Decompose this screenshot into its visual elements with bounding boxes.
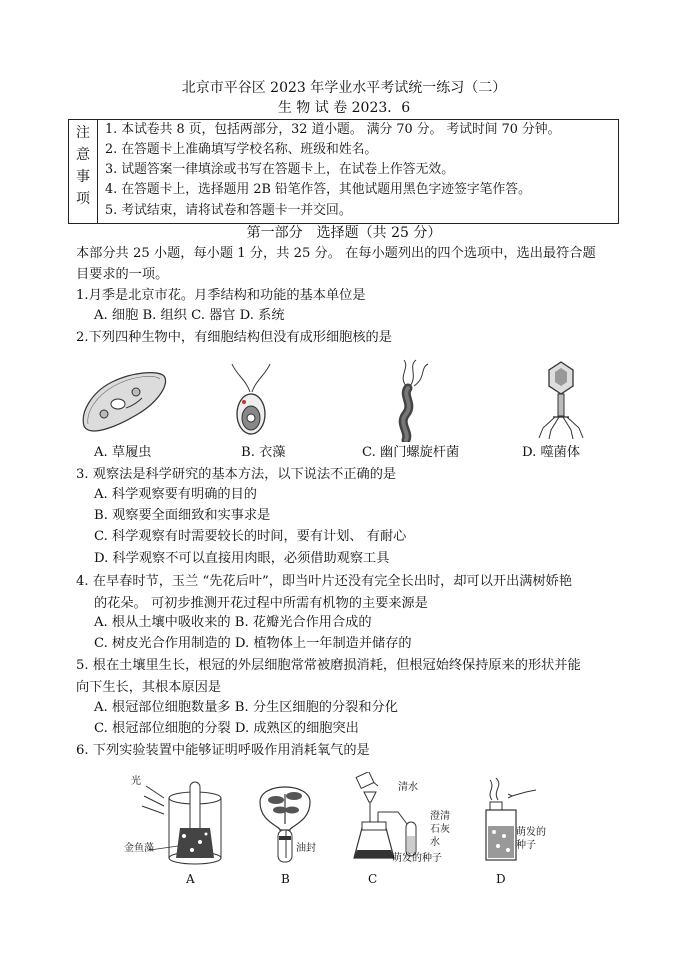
chlamydomonas-figure	[226, 362, 276, 440]
part1-intro-line1: 本部分共 25 小题，每小题 1 分，共 25 分。 在每小题列出的四个选项中，选出最符合题	[76, 246, 596, 261]
part1-heading: 第一部分 选择题（共 25 分）	[246, 225, 442, 241]
label-plant: 金鱼藻	[124, 843, 154, 854]
notice-char: 注	[76, 125, 90, 141]
notice-char: 意	[76, 147, 90, 163]
q6-option-b: B	[281, 872, 290, 886]
notice-rule-4: 4. 在答题卡上，选择题用 2B 铅笔作答，其他试题用黑色字迹签字笔作答。	[105, 182, 531, 197]
label-limewater: 澄清 石灰水	[430, 811, 450, 848]
q6-stem: 6. 下列实验装置中能够证明呼吸作用消耗氧气的是	[76, 743, 370, 758]
q4-stem-line1: 4. 在早春时节，玉兰 “先花后叶”，即当叶片还没有完全长出时，却可以开出满树娇艳	[76, 574, 573, 589]
label-seeds-d: 萌发的 种子	[516, 827, 546, 851]
label-seeds-c: 萌发的种子	[392, 853, 442, 864]
q2-option-a: A. 草履虫	[94, 445, 152, 460]
q2-option-b: B. 衣藻	[241, 445, 286, 460]
q3-option-b: B. 观察要全面细致和实事求是	[94, 508, 271, 523]
q5-options-cd: C. 根冠部位细胞的分裂 D. 成熟区的细胞突出	[94, 721, 359, 736]
q6-option-a: A	[186, 872, 195, 886]
q2-option-d: D. 噬菌体	[522, 445, 581, 460]
q5-stem-line1: 5. 根在土壤里生长，根冠的外层细胞常常被磨损消耗，但根冠始终保持原来的形状并能	[76, 658, 581, 673]
q3-option-c: C. 科学观察有时需要较长的时间，要有计划、 有耐心	[94, 529, 407, 544]
q4-options-ab: A. 根从土壤中吸收来的 B. 花瓣光合作用合成的	[94, 615, 372, 630]
q2-option-c: C. 幽门螺旋杆菌	[362, 445, 460, 460]
notice-rule-5: 5. 考试结束，请将试卷和答题卡一并交回。	[105, 203, 352, 218]
apparatus-d-figure	[478, 776, 538, 866]
notice-rule-1: 1. 本试卷共 8 页，包括两部分，32 道小题。 满分 70 分。 考试时间 70 分钟。	[105, 122, 561, 137]
label-light: 光	[131, 776, 141, 787]
notice-char: 项	[76, 191, 90, 207]
q6-option-c: C	[368, 872, 378, 886]
q2-stem: 2.下列四种生物中，有细胞结构但没有成形细胞核的是	[76, 330, 392, 345]
label-oil: 油封	[296, 843, 316, 854]
notice-box	[68, 119, 619, 224]
q1-stem: 1.月季是北京市花。月季结构和功能的基本单位是	[76, 288, 366, 303]
q4-options-cd: C. 树皮光合作用制造的 D. 植物体上一年制造并储存的	[94, 636, 412, 651]
notice-rule-3: 3. 试题答案一律填涂或书写在答题卡上，在试卷上作答无效。	[105, 162, 454, 177]
helicobacter-figure	[388, 358, 432, 442]
q1-options: A. 细胞 B. 组织 C. 器官 D. 系统	[94, 308, 285, 323]
exam-subtitle: 生 物 试 卷 2023．6	[277, 100, 411, 116]
q3-stem: 3. 观察法是科学研究的基本方法，以下说法不正确的是	[76, 467, 397, 482]
q5-stem-line2: 向下生长，其根本原因是	[76, 680, 222, 695]
q5-options-ab: A. 根冠部位细胞数量多 B. 分生区细胞的分裂和分化	[94, 700, 398, 715]
bacteriophage-figure	[535, 360, 587, 440]
notice-rule-2: 2. 在答题卡上准确填写学校名称、班级和姓名。	[105, 142, 378, 157]
q6-option-d: D	[496, 872, 506, 886]
q3-option-a: A. 科学观察要有明确的目的	[94, 487, 257, 502]
q3-option-d: D. 科学观察不可以直接用肉眼，必须借助观察工具	[94, 551, 390, 566]
q4-stem-line2: 的花朵。 可初步推测开花过程中所需有机物的主要来源是	[94, 596, 428, 611]
exam-title: 北京市平谷区 2023 年学业水平考试统一练习（二）	[181, 80, 507, 96]
notice-char: 事	[76, 169, 90, 185]
paramecium-figure	[78, 368, 170, 438]
part1-intro-line2: 目要求的一项。	[76, 267, 169, 282]
notice-divider	[97, 120, 98, 223]
label-water: 清水	[398, 782, 418, 793]
